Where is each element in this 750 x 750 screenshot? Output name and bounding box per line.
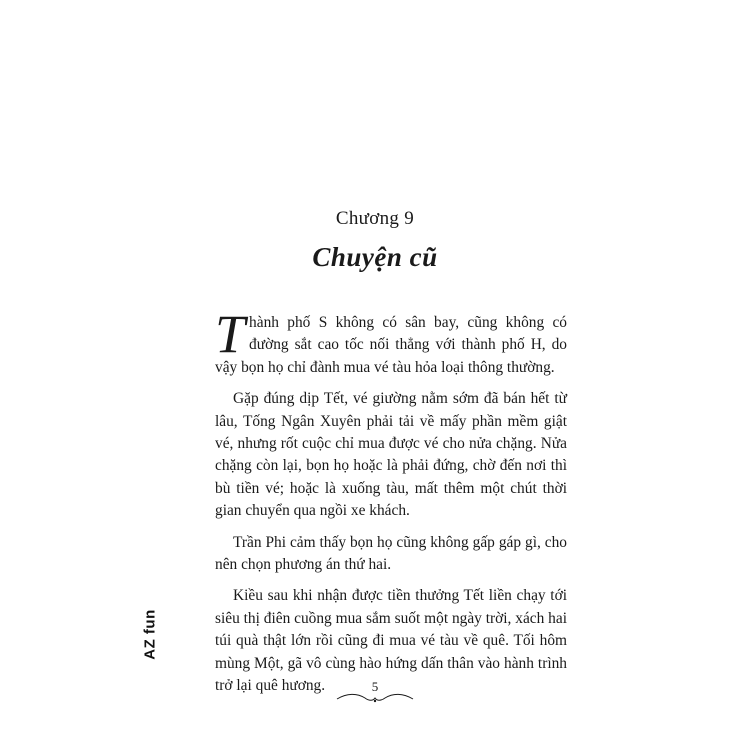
paragraph-1 (215, 304, 567, 379)
publisher-logo (140, 604, 160, 664)
body-text (215, 304, 567, 707)
paragraph-1-text: hành phố S không có sân bay, cũng không có đường sắt cao tốc nối thẳng với thành phố H, do vậy bọn họ chỉ đành mua vé tàu hỏa loại thông thường. (215, 314, 567, 376)
drop-cap: T (215, 304, 246, 364)
paragraph-2: Gặp đúng dịp Tết, vé giường nằm sớm đã bán hết từ lâu, Tống Ngân Xuyên phải tải về mấy phần mềm giật vé, nhưng rốt cuộc chỉ mua được vé cho nửa chặng. Nửa chặng còn lại, bọn họ hoặc là phải đứng, chờ đến nơi thì bù tiền vé; hoặc là xuống tàu, mất thêm một chút thời gian chuyển qua ngồi xe khách. (215, 390, 567, 520)
chapter-label: Chương 9 (335, 208, 415, 229)
page-number: 5 (371, 679, 379, 694)
chapter-title: Chuyện cũ (312, 242, 438, 272)
paragraph-4: Kiều sau khi nhận được tiền thưởng Tết liền chạy tới siêu thị điên cuồng mua sắm suốt một ngày trời, xách hai túi quà thật lớn rồi cũng đi mua vé tàu về quê. Tối hôm mùng Một, gã vô cùng hào hứng dấn thân vào hành trình trở lại quê hương. (215, 587, 567, 695)
flourish-ornament-icon (335, 692, 415, 706)
paragraph-3: Trần Phi cảm thấy bọn họ cũng không gấp gáp gì, cho nên chọn phương án thứ hai. (215, 533, 567, 574)
publisher-logo-text: AZ fun (141, 608, 159, 660)
